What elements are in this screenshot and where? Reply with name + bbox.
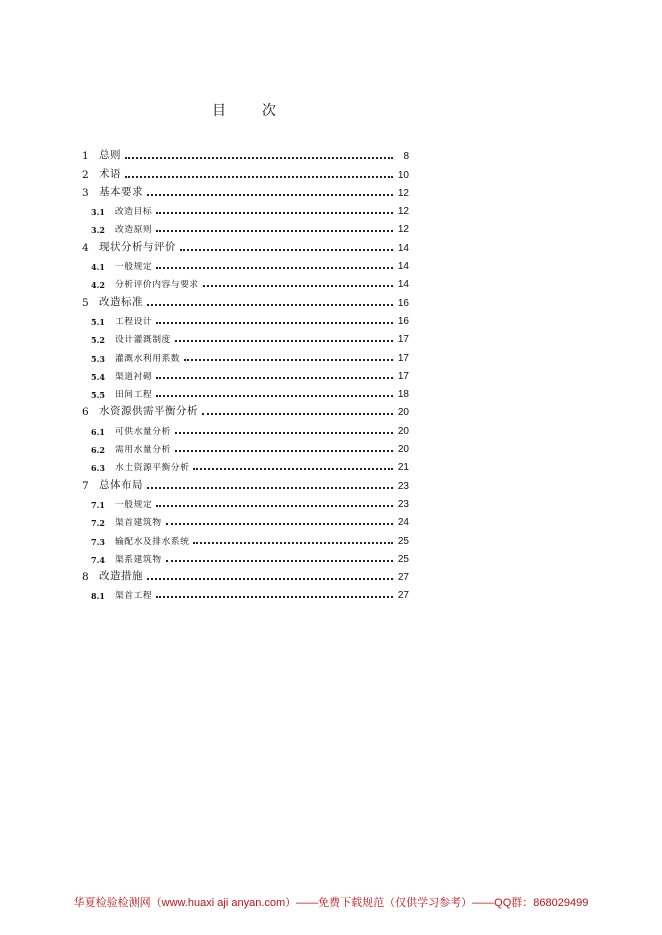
- toc-page-number: 17: [397, 370, 409, 382]
- toc-leader-dots: [203, 285, 393, 287]
- toc-page-number: 16: [397, 297, 409, 309]
- toc-page-number: 12: [397, 206, 409, 218]
- toc-label: 可供水量分析: [115, 426, 171, 437]
- toc-label: 设计灌溉制度: [115, 335, 171, 346]
- toc-label: 水土资源平衡分析: [115, 463, 190, 474]
- toc-chapter-row[interactable]: [82, 290, 409, 308]
- title-part-1: 目: [212, 103, 228, 119]
- toc-leader-dots: [156, 377, 393, 379]
- toc-page-number: 25: [397, 535, 409, 547]
- toc-number: 5.4: [91, 371, 105, 382]
- toc-number: 5.5: [91, 390, 105, 401]
- toc-number: 4.1: [91, 262, 105, 273]
- toc-page-number: 18: [397, 389, 409, 401]
- toc-page-number: 20: [397, 444, 409, 456]
- toc-leader-dots: [125, 176, 393, 178]
- toc-number: 4: [82, 241, 89, 254]
- toc-leader-dots: [175, 450, 393, 452]
- toc-section-row[interactable]: [82, 199, 409, 217]
- toc-label: 田间工程: [115, 390, 153, 401]
- toc-label: 改造标准: [99, 295, 143, 308]
- toc-page-number: 12: [397, 224, 409, 236]
- toc-chapter-row[interactable]: [82, 162, 409, 180]
- toc-label: 改造目标: [115, 207, 153, 218]
- toc-page-number: 8: [403, 151, 409, 163]
- toc-leader-dots: [175, 432, 393, 434]
- toc-label: 渠道衬砌: [115, 371, 153, 382]
- toc-leader-dots: [184, 359, 393, 361]
- toc-leader-dots: [193, 542, 393, 544]
- toc-leader-dots: [180, 249, 393, 251]
- toc-label: 基本要求: [99, 185, 143, 198]
- toc-number: 5: [82, 296, 89, 309]
- toc-label: 分析评价内容与要求: [115, 280, 199, 291]
- toc-section-row[interactable]: [82, 217, 409, 235]
- toc-page-number: 20: [397, 407, 409, 419]
- toc-label: 水资源供需平衡分析: [99, 405, 198, 418]
- toc-section-row[interactable]: [82, 345, 409, 363]
- toc-leader-dots: [202, 413, 393, 415]
- toc-page-number: 17: [397, 334, 409, 346]
- toc-section-row[interactable]: [82, 583, 409, 601]
- toc-section-row[interactable]: [82, 254, 409, 272]
- toc-label: 渠首工程: [115, 591, 153, 602]
- toc-leader-dots: [147, 304, 393, 306]
- toc-label: 渠系建筑物: [115, 554, 162, 565]
- toc-leader-dots: [156, 505, 393, 507]
- toc-number: 6.1: [91, 426, 105, 437]
- toc-number: 7.1: [91, 499, 105, 510]
- toc-label: 一般规定: [115, 262, 153, 273]
- toc-number: 1: [82, 150, 89, 163]
- toc-leader-dots: [166, 523, 394, 525]
- toc-leader-dots: [147, 487, 393, 489]
- table-of-contents: [82, 144, 409, 601]
- toc-page-number: 14: [397, 279, 409, 291]
- toc-label: 术语: [99, 167, 121, 180]
- toc-page-number: 20: [397, 425, 409, 437]
- toc-leader-dots: [147, 194, 393, 196]
- toc-section-row[interactable]: [82, 327, 409, 345]
- toc-page-number: 16: [397, 315, 409, 327]
- toc-number: 7.4: [91, 554, 105, 565]
- toc-leader-dots: [156, 395, 393, 397]
- toc-leader-dots: [175, 340, 393, 342]
- title-part-2: 次: [262, 103, 278, 119]
- footer-watermark: 华夏检验检测网（www.huaxi aji anyan.com）——免费下载规范（仅供学习参考）——QQ群：868029499: [73, 897, 589, 909]
- toc-number: 5.2: [91, 335, 105, 346]
- toc-number: 7.2: [91, 518, 105, 529]
- toc-page-number: 27: [397, 590, 409, 602]
- toc-label: 需用水量分析: [115, 445, 171, 456]
- toc-leader-dots: [156, 212, 393, 214]
- toc-number: 2: [82, 168, 89, 181]
- toc-page-number: 14: [397, 242, 409, 254]
- toc-chapter-row[interactable]: [82, 144, 409, 162]
- toc-leader-dots: [125, 157, 393, 159]
- toc-label: 灌溉水利用系数: [115, 353, 181, 364]
- toc-leader-dots: [166, 560, 394, 562]
- page-title: [0, 100, 490, 120]
- toc-section-row[interactable]: [82, 455, 409, 473]
- toc-leader-dots: [193, 468, 393, 470]
- toc-label: 渠首建筑物: [115, 518, 162, 529]
- toc-label: 现状分析与评价: [99, 240, 176, 253]
- toc-section-row[interactable]: [82, 547, 409, 565]
- toc-section-row[interactable]: [82, 309, 409, 327]
- toc-number: 7: [82, 479, 89, 492]
- toc-number: 6.2: [91, 445, 105, 456]
- toc-chapter-row[interactable]: [82, 181, 409, 199]
- toc-section-row[interactable]: [82, 364, 409, 382]
- toc-page-number: 25: [397, 553, 409, 565]
- toc-section-row[interactable]: [82, 437, 409, 455]
- toc-page-number: 23: [397, 498, 409, 510]
- toc-leader-dots: [147, 578, 393, 580]
- toc-label: 一般规定: [115, 499, 153, 510]
- toc-number: 6: [82, 406, 89, 419]
- toc-number: 3.1: [91, 207, 105, 218]
- toc-section-row[interactable]: [82, 272, 409, 290]
- toc-section-row[interactable]: [82, 510, 409, 528]
- toc-page-number: 14: [397, 261, 409, 273]
- toc-label: 输配水及排水系统: [115, 536, 190, 547]
- toc-chapter-row[interactable]: [82, 473, 409, 491]
- toc-number: 3.2: [91, 225, 105, 236]
- toc-chapter-row[interactable]: [82, 235, 409, 253]
- toc-label: 改造措施: [99, 570, 143, 583]
- toc-page-number: 17: [397, 352, 409, 364]
- toc-number: 6.3: [91, 463, 105, 474]
- toc-leader-dots: [156, 322, 393, 324]
- toc-number: 5.1: [91, 316, 105, 327]
- toc-page-number: 23: [397, 480, 409, 492]
- toc-chapter-row[interactable]: [82, 565, 409, 583]
- toc-chapter-row[interactable]: [82, 400, 409, 418]
- toc-section-row[interactable]: [82, 382, 409, 400]
- toc-section-row[interactable]: [82, 492, 409, 510]
- toc-page-number: 24: [397, 517, 409, 529]
- toc-page-number: 12: [397, 187, 409, 199]
- toc-label: 总体布局: [99, 478, 143, 491]
- toc-number: 7.3: [91, 536, 105, 547]
- toc-number: 5.3: [91, 353, 105, 364]
- toc-number: 4.2: [91, 280, 105, 291]
- toc-leader-dots: [156, 230, 393, 232]
- toc-number: 8: [82, 571, 89, 584]
- toc-page-number: 27: [397, 572, 409, 584]
- toc-label: 工程设计: [115, 316, 153, 327]
- toc-section-row[interactable]: [82, 528, 409, 546]
- toc-leader-dots: [156, 596, 393, 598]
- toc-page-number: 21: [397, 462, 409, 474]
- toc-number: 3: [82, 186, 89, 199]
- toc-leader-dots: [156, 267, 393, 269]
- toc-section-row[interactable]: [82, 418, 409, 436]
- toc-number: 8.1: [91, 591, 105, 602]
- toc-page-number: 10: [397, 169, 409, 181]
- toc-label: 改造原则: [115, 225, 153, 236]
- toc-label: 总则: [99, 149, 121, 162]
